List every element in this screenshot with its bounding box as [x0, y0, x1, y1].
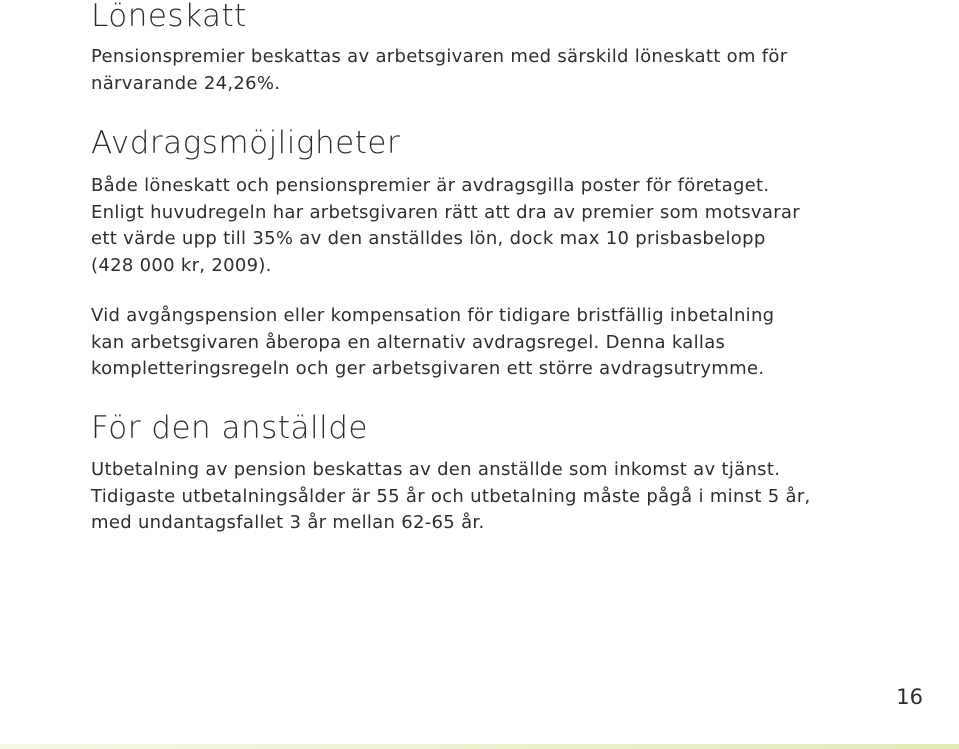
- paragraph-line: kan arbetsgivaren åberopa en alternativ avdragsregel. Denna kallas: [91, 331, 726, 353]
- bottom-accent-bar: [0, 744, 959, 749]
- section-heading-avdragsmojligheter: Avdragsmöjligheter: [91, 125, 401, 161]
- paragraph-line: Utbetalning av pension beskattas av den anställde som inkomst av tjänst.: [91, 459, 781, 480]
- page-number: 16: [896, 685, 923, 709]
- paragraph-line: Tidigaste utbetalningsålder är 55 år och utbetalning måste pågå i minst 5 år,: [91, 485, 811, 507]
- paragraph-line: Pensionspremier beskattas av arbetsgivaren med särskild löneskatt om för: [91, 46, 788, 67]
- paragraph-anstallde: [91, 457, 811, 537]
- paragraph-avdrag-huvudregel: [91, 173, 800, 279]
- section-heading-loneskatt: Löneskatt: [91, 0, 247, 34]
- paragraph-line: Både löneskatt och pensionspremier är avdragsgilla poster för företaget.: [91, 175, 770, 196]
- paragraph-line: kompletteringsregeln och ger arbetsgivaren ett större avdragsutrymme.: [91, 358, 765, 379]
- paragraph-line: Enligt huvudregeln har arbetsgivaren rätt att dra av premier som motsvarar: [91, 201, 800, 223]
- paragraph-line: ett värde upp till 35% av den anställdes lön, dock max 10 prisbasbelopp: [91, 228, 766, 249]
- section-heading-for-den-anstallde: För den anställde: [91, 410, 368, 446]
- paragraph-line: Vid avgångspension eller kompensation för tidigare bristfällig inbetalning: [91, 305, 775, 326]
- paragraph-line: med undantagsfallet 3 år mellan 62-65 år.: [91, 512, 485, 533]
- paragraph-avdrag-kompletteringsregel: [91, 303, 774, 383]
- paragraph-line: (428 000 kr, 2009).: [91, 254, 272, 276]
- paragraph-line: närvarande 24,26%.: [91, 72, 281, 94]
- paragraph-loneskatt: [91, 44, 787, 97]
